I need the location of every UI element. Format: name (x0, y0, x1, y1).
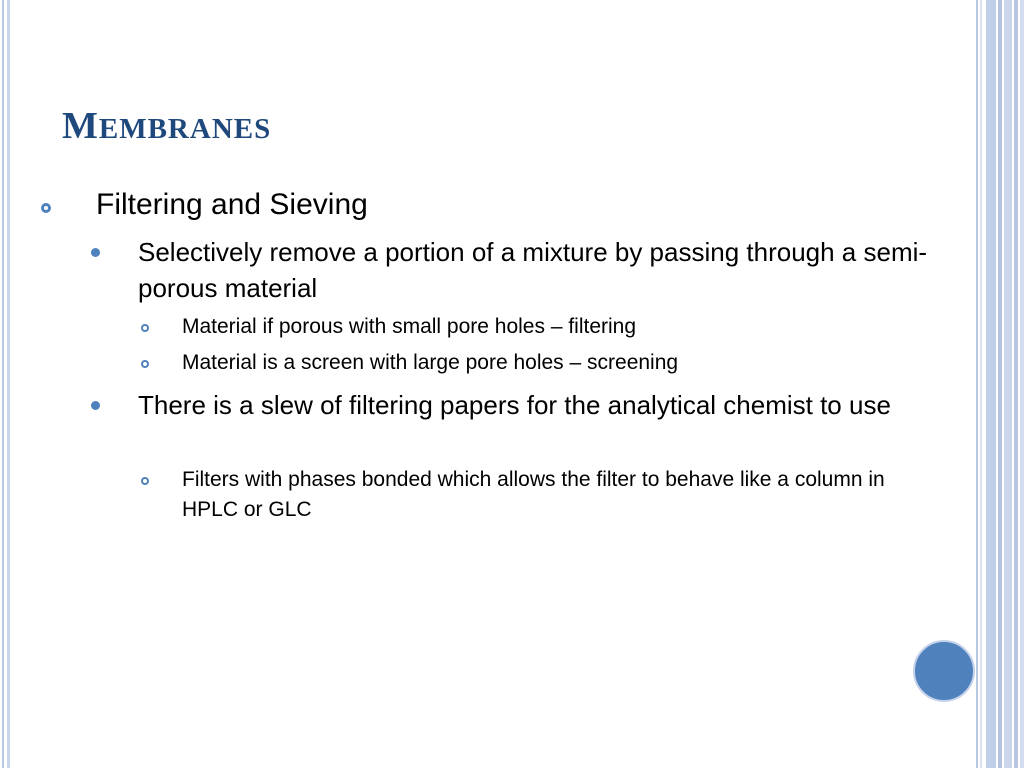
bullet-level2: Selectively remove a portion of a mixture by passing through a semi-porous material (138, 237, 928, 303)
slide-title-initial: M (62, 105, 99, 147)
ring-bullet-small-icon (141, 360, 149, 368)
bullet-level3: Material if porous with small pore holes – filtering (182, 315, 637, 338)
ring-bullet-small-icon (141, 324, 149, 332)
ring-bullet-icon (41, 203, 51, 213)
ring-bullet-small-icon (141, 477, 149, 485)
bullet-level3: Material is a screen with large pore holes – screening (182, 351, 679, 374)
bullet-level1: Filtering and Sieving (96, 188, 368, 221)
bullet-level2: There is a slew of filtering papers for the analytical chemist to use (138, 390, 891, 420)
dot-bullet-icon (91, 401, 100, 410)
slide-title-rest: EMBRANES (98, 113, 272, 145)
dot-bullet-icon (91, 248, 100, 257)
bullet-level3: Filters with phases bonded which allows the filter to behave like a column in HPLC or GLC (182, 468, 885, 521)
decorative-circle (913, 640, 975, 702)
